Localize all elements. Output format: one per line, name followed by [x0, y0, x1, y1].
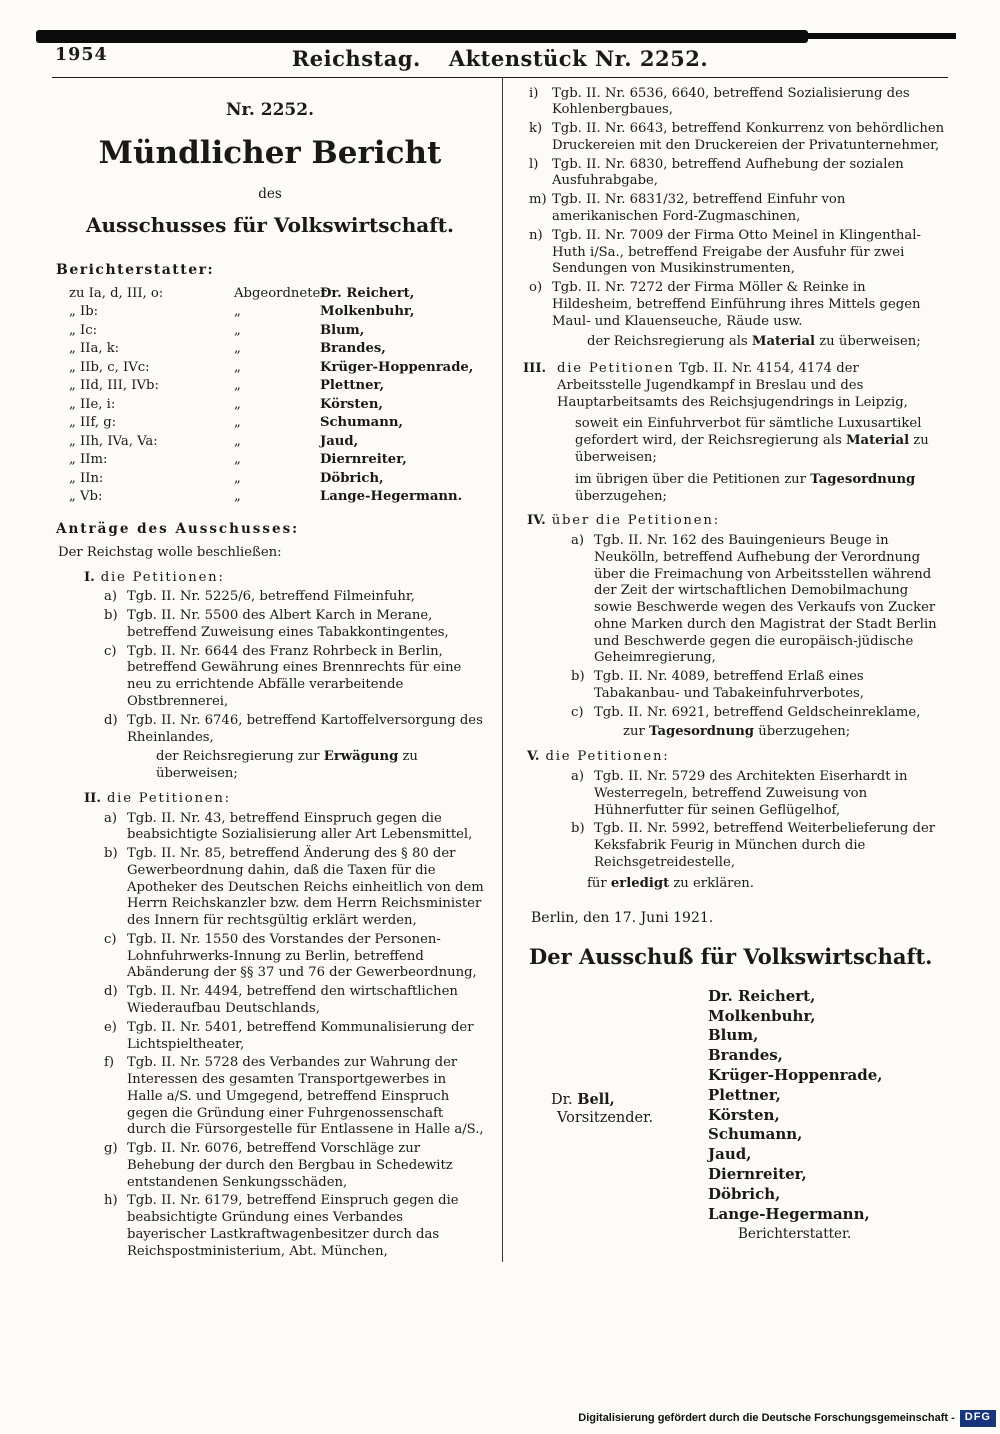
- petition-text: Tgb. II. Nr. 4089, betreffend Erlaß eines Tabakanbau- und Tabakeinfuhrverbotes,: [594, 669, 864, 701]
- note-bold: Tagesordnung: [648, 724, 755, 740]
- signatory-name: Molkenbuhr,: [708, 1006, 816, 1025]
- disposition-note: [575, 416, 946, 466]
- note-bold: Tagesordnung: [810, 471, 916, 487]
- rapporteur-role: „: [234, 396, 241, 412]
- rapporteur-row: [56, 451, 484, 469]
- digitization-credit-text: Digitalisierung gefördert durch die Deutsche Forschungsgemeinschaft -: [578, 1411, 955, 1424]
- petition-text: Tgb. II. Nr. 85, betreffend Änderung des § 80 der Gewerbeordnung dahin, daß die Taxen für die Apotheker des Deutschen Reichs einheitlich von dem Herrn Reichskanzler bzw. dem Herrn Reichsminister des Innern für rechtsgültig erklärt werden,: [127, 846, 484, 929]
- rapporteur-name: Jaud,: [320, 433, 359, 449]
- section-title: die Petitionen:: [106, 790, 231, 806]
- rapporteur-name: Krüger-Hoppenrade,: [320, 359, 474, 375]
- signatories-role: Berichterstatter.: [738, 1226, 852, 1243]
- petition-text: Tgb. II. Nr. 6643, betreffend Konkurrenz von behördlichen Druckereien mit den Druckereien der Privatunternehmer,: [552, 121, 945, 153]
- petition-label: o): [529, 280, 543, 296]
- petition-text: Tgb. II. Nr. 4494, betreffend den wirtschaftlichen Wiederaufbau Deutschlands,: [127, 984, 458, 1016]
- petition-item: [104, 644, 484, 711]
- petition-item: [571, 533, 946, 667]
- section-number: III.: [523, 361, 547, 377]
- rapporteur-row: [56, 433, 484, 451]
- note-text: zur: [623, 724, 649, 740]
- note-bold: Erwägung: [323, 749, 399, 765]
- petition-label: f): [104, 1055, 115, 1071]
- section-title: die Petitionen:: [100, 569, 225, 585]
- petition-label: b): [104, 846, 118, 862]
- rapporteur-role: „: [234, 433, 241, 449]
- petition-item: [529, 86, 946, 120]
- rapporteur-ref: „ IIb, c, IVc:: [69, 359, 150, 375]
- page-header: [0, 0, 1000, 73]
- rapporteur-role: „: [234, 452, 241, 468]
- note-text: soweit ein Einfuhrverbot für sämtliche Luxusartikel gefordert wird, der Reichsregierung als: [575, 416, 922, 449]
- petition-item: [104, 1055, 484, 1139]
- signatory-name: Körsten,: [708, 1105, 780, 1124]
- motions-heading: Anträge des Ausschusses:: [56, 520, 300, 537]
- signatory-name: Diernreiter,: [708, 1164, 807, 1183]
- signatory-name: Plettner,: [708, 1085, 781, 1104]
- note-text: zu überweisen;: [156, 749, 418, 782]
- masthead-left: Reichstag.: [291, 46, 421, 71]
- petition-item: [571, 705, 946, 722]
- petition-label: c): [104, 643, 117, 659]
- petition-item: [104, 984, 484, 1018]
- section-title: die Petitionen:: [545, 749, 670, 765]
- signatories-list: [708, 987, 946, 1244]
- petition-label: g): [104, 1141, 118, 1157]
- disposition-note: [156, 749, 484, 783]
- rapporteur-ref: „ Ib:: [69, 304, 99, 320]
- rapporteur-role: „: [234, 359, 241, 375]
- petition-item: [104, 713, 484, 747]
- petition-label: i): [529, 85, 539, 101]
- petition-item: [529, 228, 946, 278]
- section-heading-4: [527, 513, 946, 530]
- committee-subtitle: Ausschusses für Volkswirtschaft.: [85, 212, 455, 237]
- rapporteur-ref: „ IIn:: [69, 470, 104, 486]
- petition-item: [104, 1141, 484, 1191]
- petition-label: e): [104, 1019, 117, 1035]
- note-text: zu erklären.: [669, 875, 754, 891]
- rapporteur-name: Körsten,: [320, 396, 384, 412]
- rapporteur-ref: „ IIf, g:: [69, 415, 117, 431]
- petition-label: m): [529, 192, 547, 208]
- petition-item: [529, 192, 946, 226]
- rapporteur-row: [56, 414, 484, 432]
- rapporteur-row: [56, 340, 484, 358]
- signatory-name: Dr. Reichert,: [708, 986, 816, 1005]
- petition-label: b): [571, 669, 585, 685]
- note-text: der Reichsregierung zur: [156, 749, 324, 765]
- rapporteur-row: [56, 359, 484, 377]
- right-column: [502, 78, 948, 1263]
- petition-label: n): [529, 227, 543, 243]
- note-bold: erledigt: [610, 875, 670, 891]
- petition-text: Tgb. II. Nr. 43, betreffend Einspruch gegen die beabsichtigte Sozialisierung aller Art Lebensmittel,: [127, 810, 473, 843]
- petition-text: Tgb. II. Nr. 5992, betreffend Weiterbelieferung der Keksfabrik Feurig in München durch die Reichsgetreidestelle,: [594, 821, 936, 870]
- rapporteur-row: [56, 396, 484, 414]
- section-heading-2: [84, 791, 484, 808]
- dfg-logo: DFG: [960, 1410, 996, 1427]
- petition-text: Tgb. II. Nr. 5729 des Architekten Eiserhardt in Westerregeln, betreffend Zuweisung von Hühnerfutter für seinen Geflügelhof,: [594, 768, 908, 818]
- signatory-name: Lange-Hegermann,: [708, 1204, 870, 1223]
- note-text: zu überweisen;: [575, 433, 929, 465]
- section-title: die Petitionen: [557, 361, 675, 377]
- rapporteur-ref: „ IId, III, IVb:: [69, 378, 159, 394]
- section-title: über die Petitionen:: [551, 513, 720, 529]
- note-text: im übrigen über die Petitionen zur: [575, 471, 811, 487]
- petition-text: Tgb. II. Nr. 5728 des Verbandes zur Wahrung der Interessen des gesamten Transportgewerbes in Halle a/S. und Umgegend, betreffend Einspruch gegen die Gründung einer Fuhrgenossenschaft durch die Fürsorgestelle für Entlassene in Halle a/S.,: [127, 1055, 484, 1138]
- petition-label: a): [571, 768, 585, 784]
- note-text: für: [587, 875, 611, 891]
- masthead-right: Aktenstück Nr. 2252.: [448, 46, 709, 71]
- rapporteur-name: Molkenbuhr,: [320, 304, 415, 320]
- petition-item: [104, 811, 484, 845]
- petition-item: [104, 608, 484, 642]
- rapporteur-name: Blum,: [320, 322, 365, 338]
- petition-label: b): [571, 821, 585, 837]
- rapporteur-name: Lange-Hegermann.: [320, 489, 463, 505]
- petition-item: [104, 932, 484, 982]
- petition-text: Tgb. II. Nr. 6830, betreffend Aufhebung der sozialen Ausfuhrabgabe,: [552, 156, 904, 189]
- section-text: [557, 361, 946, 411]
- petition-label: c): [104, 931, 117, 947]
- rapporteur-name: Diernreiter,: [320, 452, 407, 468]
- rapporteur-name: Döbrich,: [320, 470, 384, 486]
- signature-block: [523, 987, 946, 1244]
- petition-text: Tgb. II. Nr. 6831/32, betreffend Einfuhr von amerikanischen Ford-Zugmaschinen,: [552, 192, 846, 225]
- chairman-name: [551, 1091, 708, 1109]
- rapporteur-ref: „ Ic:: [69, 322, 98, 338]
- petition-item: [104, 846, 484, 930]
- petition-text: Tgb. II. Nr. 162 des Bauingenieurs Beuge in Neukölln, betreffend Aufhebung der Verordnung über die Freimachung von Arbeitsstellen während der Zeit der wirtschaftlichen Demobilmachung sowie Beschwerde wegen des Verkaufs von Zucker ohne Marken durch den Magistrat der Stadt Berlin und Beschwerde gegen die europäisch-jüdische Geheimregierung,: [594, 533, 937, 666]
- rapporteur-row: [56, 322, 484, 340]
- left-column: [52, 78, 502, 1263]
- note-bold: Material: [845, 433, 910, 449]
- note-bold: Material: [751, 334, 816, 350]
- petition-text: Tgb. II. Nr. 6746, betreffend Kartoffelversorgung des Rheinlandes,: [127, 712, 483, 745]
- petition-text: Tgb. II. Nr. 1550 des Vorstandes der Personen-Lohnfuhrwerks-Innung zu Berlin, betreffend Abänderung der §§ 37 und 76 der Gewerbeordnung,: [127, 931, 477, 981]
- rapporteur-ref: „ IIh, IVa, Va:: [69, 433, 158, 449]
- petition-text: Tgb. II. Nr. 6536, 6640, betreffend Sozialisierung des Kohlenbergbaues,: [552, 85, 910, 118]
- signatory-name: Jaud,: [708, 1145, 752, 1164]
- section-iii-paragraph: [523, 361, 946, 411]
- rapporteurs-heading: Berichterstatter:: [56, 262, 215, 279]
- rapporteur-name: Plettner,: [320, 378, 385, 394]
- petition-item: [104, 1020, 484, 1054]
- chairman-surname: Bell,: [577, 1090, 615, 1108]
- note-text: zu überweisen;: [815, 334, 921, 350]
- note-text: überzugehen;: [575, 488, 667, 504]
- petition-text: Tgb. II. Nr. 6921, betreffend Geldscheinreklame,: [594, 704, 921, 720]
- closing-date: Berlin, den 17. Juni 1921.: [531, 910, 714, 927]
- disposition-note: [587, 334, 946, 351]
- petition-item: [104, 1193, 484, 1260]
- section-heading-1: [84, 570, 484, 587]
- disposition-note: [587, 876, 946, 893]
- chairman-block: [523, 987, 708, 1244]
- section-number: II.: [84, 790, 101, 806]
- page-number: 1954: [55, 45, 108, 65]
- report-title: Mündlicher Bericht: [98, 135, 442, 172]
- petition-label: l): [529, 156, 539, 172]
- committee-signature-title: Der Ausschuß für Volkswirtschaft.: [529, 944, 933, 970]
- petition-text: Tgb. II. Nr. 7272 der Firma Möller & Reinke in Hildesheim, betreffend Einführung ihres Mittels gegen Maul- und Klauenseuche, Räude usw.: [552, 280, 921, 329]
- masthead-title: [0, 46, 1000, 73]
- petition-text: Tgb. II. Nr. 5401, betreffend Kommunalisierung der Lichtspieltheater,: [127, 1019, 474, 1052]
- rapporteur-role: „: [234, 341, 241, 357]
- signatory-name: Krüger-Hoppenrade,: [708, 1065, 883, 1084]
- rapporteur-name: Schumann,: [320, 415, 403, 431]
- rapporteur-row: [56, 303, 484, 321]
- rapporteur-role: „: [234, 489, 241, 505]
- petition-item: [571, 821, 946, 871]
- disposition-note: [575, 472, 946, 506]
- rapporteur-role: Abgeordneter: [234, 285, 327, 301]
- petition-text: Tgb. II. Nr. 6179, betreffend Einspruch gegen die beabsichtigte Gründung eines Verbandes bayerischer Lastkraftwagenbesitzer durch das Reichspostministerium, Abt. München,: [127, 1193, 459, 1259]
- petition-text: Tgb. II. Nr. 6644 des Franz Rohrbeck in Berlin, betreffend Gewährung eines Brennrechts für eine neu zu errichtende Abfälle verarbeitende Obstbrennerei,: [127, 643, 462, 709]
- signatory-name: Blum,: [708, 1026, 759, 1045]
- rapporteur-ref: „ IIm:: [69, 452, 108, 468]
- rapporteur-role: „: [234, 415, 241, 431]
- rapporteur-role: „: [234, 304, 241, 320]
- rapporteur-role: „: [234, 378, 241, 394]
- section-number: IV.: [527, 513, 546, 529]
- document-number: Nr. 2252.: [225, 99, 314, 120]
- section-heading-5: [527, 749, 946, 766]
- petition-text: Tgb. II. Nr. 7009 der Firma Otto Meinel in Klingenthal-Huth i/Sa., betreffend Freigabe der Ausfuhr für zwei Sendungen von Musikinstrumenten,: [552, 227, 921, 277]
- two-column-body: [52, 78, 948, 1263]
- section-body-text: Tgb. II. Nr. 4154, 4174 der Arbeitsstelle Jugendkampf in Breslau und des Hauptarbeitsamts des Reichsjugendrings in Leipzig,: [557, 361, 908, 410]
- signatory-name: Döbrich,: [708, 1184, 781, 1203]
- signatory-name: Brandes,: [708, 1046, 783, 1065]
- petition-item: [529, 121, 946, 155]
- chairman-role: Vorsitzender.: [557, 1110, 654, 1127]
- rapporteur-role: „: [234, 470, 241, 486]
- rapporteur-ref: „ Vb:: [69, 489, 103, 505]
- digitization-credit: [578, 1410, 996, 1427]
- petition-label: k): [529, 121, 543, 137]
- petition-item: [529, 280, 946, 330]
- rapporteur-row: [56, 470, 484, 488]
- section-number: I.: [84, 569, 95, 585]
- petition-label: c): [571, 704, 584, 720]
- petition-text: Tgb. II. Nr. 6076, betreffend Vorschläge zur Behebung der durch den Bergbau in Schedewitz entstandenen Senkungsschäden,: [127, 1141, 453, 1190]
- petition-label: a): [104, 810, 118, 826]
- petition-item: [104, 589, 484, 606]
- rapporteur-ref: „ IIa, k:: [69, 341, 120, 357]
- title-connector: des: [258, 185, 282, 202]
- rapporteur-row: [56, 488, 484, 506]
- rapporteur-role: „: [234, 322, 241, 338]
- petition-label: h): [104, 1193, 118, 1209]
- rapporteur-ref: „ IIe, i:: [69, 396, 116, 412]
- rapporteur-ref: zu Ia, d, III, o:: [69, 285, 164, 301]
- petition-label: a): [104, 589, 118, 605]
- petition-label: d): [104, 984, 118, 1000]
- petition-item: [529, 157, 946, 191]
- rapporteur-row: [56, 285, 484, 303]
- note-text: überzugehen;: [754, 724, 851, 740]
- petition-item: [571, 769, 946, 819]
- petition-label: a): [571, 533, 585, 549]
- section-number: V.: [527, 749, 540, 765]
- petition-item: [571, 669, 946, 703]
- rapporteur-name: Brandes,: [320, 341, 386, 357]
- petition-text: Tgb. II. Nr. 5500 des Albert Karch in Merane, betreffend Zuweisung eines Tabakkontingentes,: [127, 608, 449, 640]
- resolution-intro: Der Reichstag wolle beschließen:: [58, 544, 282, 560]
- petition-text: Tgb. II. Nr. 5225/6, betreffend Filmeinfuhr,: [127, 589, 415, 605]
- rapporteur-row: [56, 377, 484, 395]
- disposition-note: [623, 724, 946, 741]
- rapporteur-name: Dr. Reichert,: [320, 285, 415, 301]
- chairman-prefix: Dr.: [551, 1091, 573, 1108]
- note-text: der Reichsregierung als: [587, 334, 752, 350]
- signatory-name: Schumann,: [708, 1125, 803, 1144]
- petition-label: d): [104, 712, 118, 728]
- petition-label: b): [104, 608, 118, 624]
